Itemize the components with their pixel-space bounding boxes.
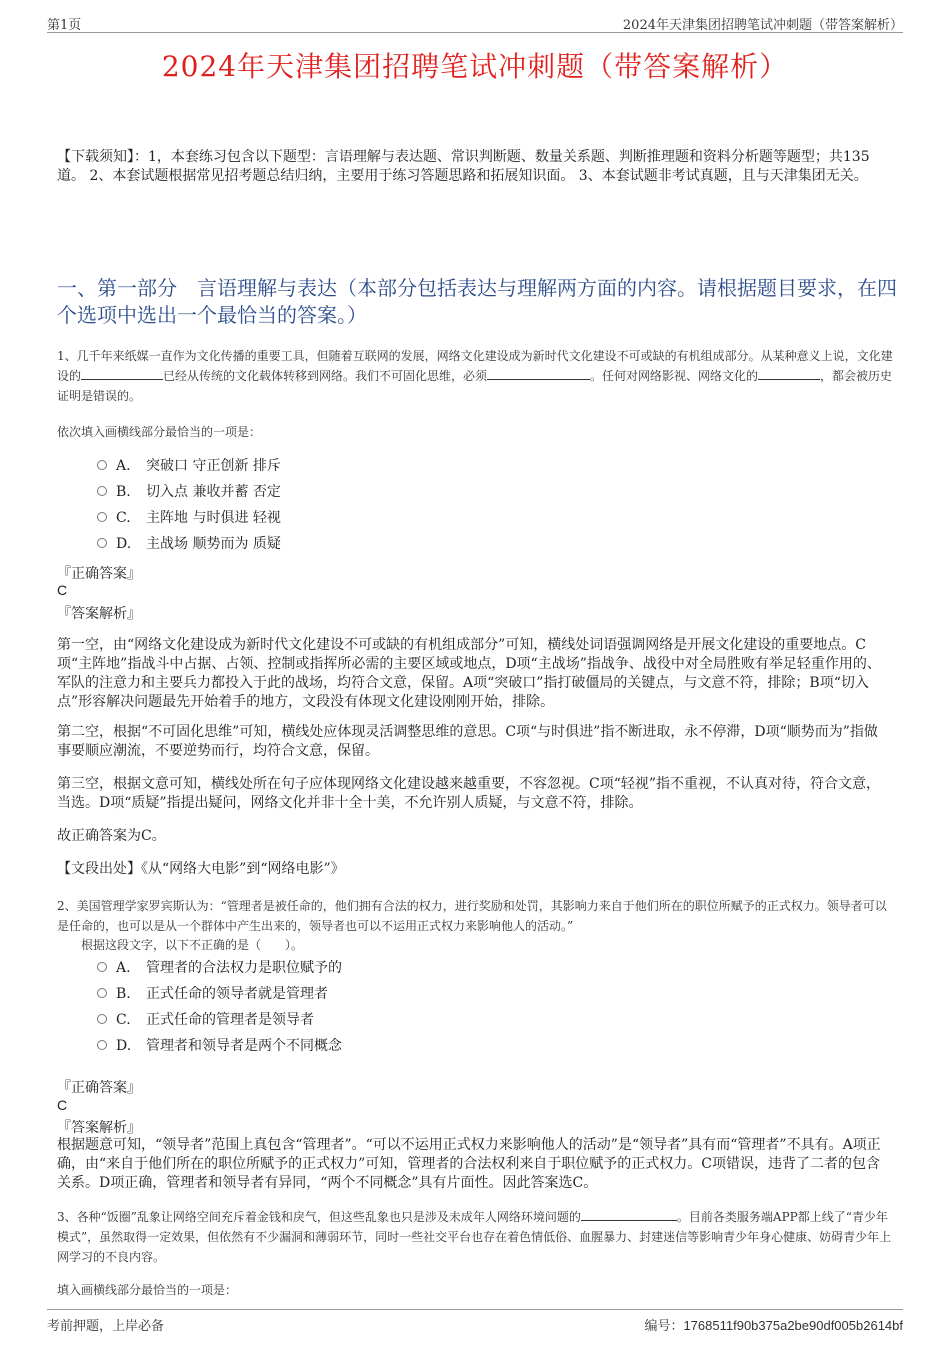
header-doc-title: 2024年天津集团招聘笔试冲刺题（带答案解析） <box>622 18 903 33</box>
section-heading: 一、第一部分 言语理解与表达（本部分包括表达与理解两方面的内容。请根据题目要求，在四个选项中选出一个最恰当的答案。） <box>57 276 897 327</box>
q2-option-b[interactable] <box>97 984 328 1004</box>
q1-text-part4: ，都会被历史证明是错误的。 <box>57 369 893 403</box>
option-text: 主阵地 与时俱进 轻视 <box>146 510 281 526</box>
radio-icon[interactable] <box>97 1040 107 1050</box>
q1-analysis-conclusion: 故正确答案为C。 <box>57 828 166 844</box>
q2-option-c[interactable] <box>97 1010 314 1030</box>
q1-option-b[interactable] <box>97 482 281 502</box>
option-letter: D. <box>116 1038 132 1054</box>
q1-analysis-p3: 第三空，根据文意可知，横线处所在句子应体现网络文化建设越来越重要，不容忽视。C项“轻视”指不重视，不认真对待，符合文意，当选。D项“质疑”指提出疑问，网络文化并非十全十美，不允许别人质疑，与文意不符，排除。 <box>57 776 881 811</box>
footer-doc-id: 编号：1768511f90b375a2be90df005b2614bf <box>644 1318 903 1333</box>
question-1-prompt: 依次填入画横线部分最恰当的一项是： <box>57 425 262 439</box>
footer-slogan: 考前押题，上岸必备 <box>47 1319 165 1334</box>
option-text: 管理者的合法权力是职位赋予的 <box>146 960 342 976</box>
fill-blank-3 <box>758 367 820 380</box>
q3-text-part2: 。目前各类服务端APP都上线了“青少年模式”，虽然取得一定效果，但依然有不少漏洞和薄弱环节，同时一些社交平台也存在着色情低俗、血腥暴力、封建迷信等影响青少年身心健康、妨碍青少年上网学习的不良内容。 <box>57 1210 892 1264</box>
q1-text-part1: 1、几千年来纸媒一直作为文化传播的重要工具，但随着互联网的发展，网络文化建设成为新时代文化建设不可或缺的有机组成部分。从某种意义上说，文化建设的 <box>57 349 893 383</box>
q3-text-part1: 3、各种“饭圈”乱象让网络空间充斥着金钱和戾气，但这些乱象也只是涉及未成年人网络环境问题的 <box>57 1210 581 1224</box>
question-1-stem <box>57 346 897 406</box>
q1-answer-value: C <box>57 582 68 598</box>
question-3-stem <box>57 1207 897 1267</box>
radio-icon[interactable] <box>97 512 107 522</box>
option-letter: A. <box>116 960 131 976</box>
radio-icon[interactable] <box>97 460 107 470</box>
document-title: 2024年天津集团招聘笔试冲刺题（带答案解析） <box>161 50 789 83</box>
q1-source: 【文段出处】《从“网络大电影”到“网络电影”》 <box>57 861 345 877</box>
option-text: 切入点 兼收并蓄 否定 <box>146 484 281 500</box>
q2-option-d[interactable] <box>97 1036 342 1056</box>
q1-text-part3: 。任何对网络影视、网络文化的 <box>590 369 759 383</box>
radio-icon[interactable] <box>97 538 107 548</box>
radio-icon[interactable] <box>97 486 107 496</box>
fill-blank-1 <box>81 367 163 380</box>
option-text: 突破口 守正创新 排斥 <box>146 458 281 474</box>
download-notice: 【下载须知】：1，本套练习包含以下题型：言语理解与表达题、常识判断题、数量关系题、判断推理题和资料分析题等题型；共135道。 2、本套试题根据常见招考题总结归纳，主要用于练习答题思路和拓展知识面。 3、本套试题非考试真题，且与天津集团无关。 <box>57 149 870 184</box>
question-2-stem: 2、美国管理学家罗宾斯认为：“管理者是被任命的，他们拥有合法的权力，进行奖励和处罚，其影响力来自于他们所在的职位所赋予的正式权力。领导者可以是任命的，也可以是从一个群体中产生出来的，领导者也可以不运用正式权力来影响他人的活动。” <box>57 899 887 933</box>
option-letter: B. <box>116 986 131 1002</box>
q1-analysis-p2: 第二空，根据“不可固化思维”可知，横线处应体现灵活调整思维的意思。C项“与时俱进”指不断进取，永不停滞，D项“顺势而为”指做事要顺应潮流，不要逆势而行，均符合文意，保留。 <box>57 724 878 759</box>
q1-text-part2: 已经从传统的文化载体转移到网络。我们不可固化思维，必须 <box>163 369 488 383</box>
q1-option-c[interactable] <box>97 508 281 528</box>
page-footer <box>47 1309 903 1332</box>
q2-analysis-label: 『答案解析』 <box>57 1120 141 1136</box>
option-text: 管理者和领导者是两个不同概念 <box>146 1038 342 1054</box>
fill-blank-q3 <box>581 1208 677 1221</box>
radio-icon[interactable] <box>97 1014 107 1024</box>
option-letter: B. <box>116 484 131 500</box>
q1-analysis-p1: 第一空，由“网络文化建设成为新时代文化建设不可或缺的有机组成部分”可知，横线处词语强调网络是开展文化建设的重要地点。C项“主阵地”指战斗中占据、占领、控制或指挥所必需的主要区域或地点，D项“主战场”指战争、战役中对全局胜败有举足轻重作用的、军队的注意力和主要兵力都投入于此的战场，均符合文意，保留。A项“突破口”指打破僵局的关键点，与文意不符，排除；B项“切入点”形容解决问题最先开始着手的地方，文段没有体现文化建设刚刚开始，排除。 <box>57 637 881 710</box>
question-2-prompt: 根据这段文字，以下不正确的是（ ）。 <box>81 938 304 952</box>
q2-option-a[interactable] <box>97 958 342 978</box>
page-number: 第1页 <box>47 18 82 33</box>
option-letter: C. <box>116 510 131 526</box>
radio-icon[interactable] <box>97 988 107 998</box>
q1-option-a[interactable] <box>97 456 281 476</box>
option-letter: C. <box>116 1012 131 1028</box>
q2-answer-label: 『正确答案』 <box>57 1080 141 1096</box>
fill-blank-2 <box>487 367 590 380</box>
option-letter: A. <box>116 458 131 474</box>
option-text: 主战场 顺势而为 质疑 <box>146 536 281 552</box>
q2-answer-value: C <box>57 1097 68 1113</box>
option-text: 正式任命的领导者就是管理者 <box>146 986 328 1002</box>
q1-answer-label: 『正确答案』 <box>57 566 141 582</box>
option-text: 正式任命的管理者是领导者 <box>146 1012 314 1028</box>
q2-analysis: 根据题意可知，“领导者”范围上真包含“管理者”。“可以不运用正式权力来影响他人的活动”是“领导者”具有而“管理者”不具有。A项正确，由“来自于他们所在的职位所赋予的正式权力”可知，管理者的合法权利来自于职位赋予的正式权力。C项错误，违背了二者的包含关系。D项正确，管理者和领导者有异同，“两个不同概念”具有片面性。因此答案选C。 <box>57 1137 881 1191</box>
option-letter: D. <box>116 536 132 552</box>
q1-analysis-label: 『答案解析』 <box>57 606 141 622</box>
question-3-prompt: 填入画横线部分最恰当的一项是： <box>57 1283 238 1297</box>
q1-option-d[interactable] <box>97 534 281 554</box>
page-header <box>47 12 903 33</box>
radio-icon[interactable] <box>97 962 107 972</box>
